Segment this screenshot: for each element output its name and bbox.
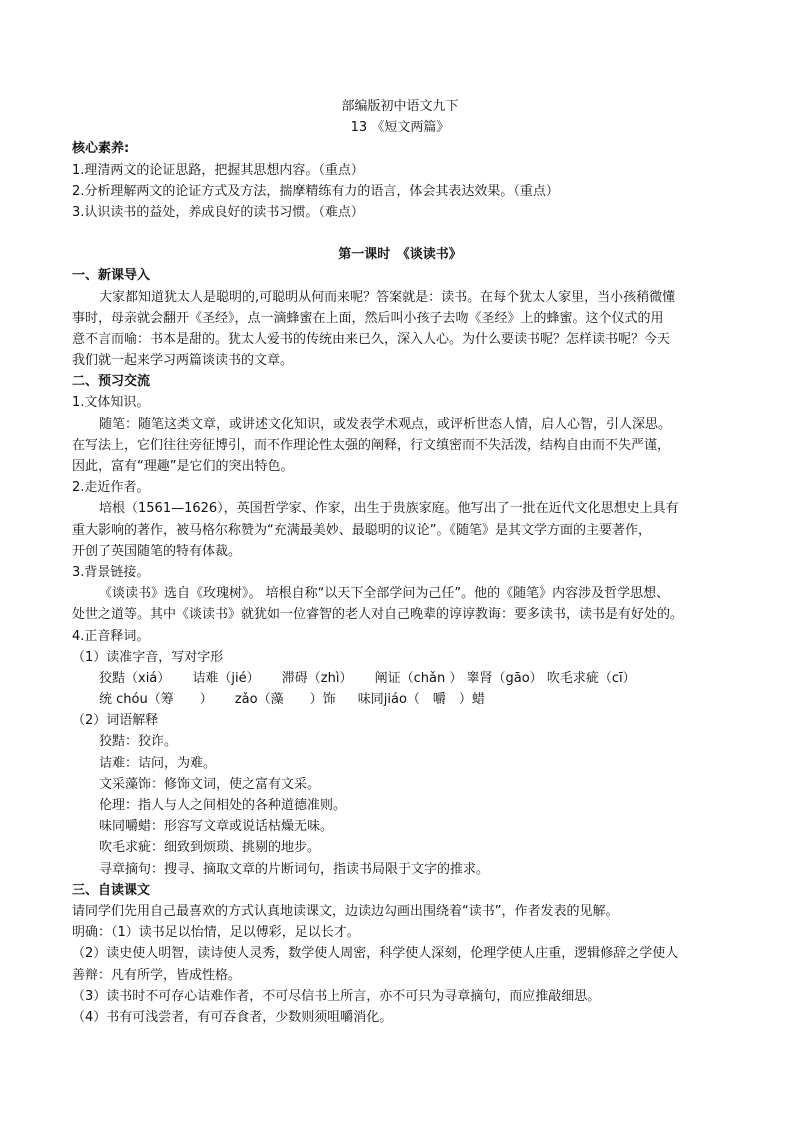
vocab-item: 文采藻饰：修饰文词，使之富有文采。 (99, 776, 321, 792)
vocab-item: 狡黠：狡诈。 (99, 734, 178, 750)
pronunciation-item: 味同jiáo（ 嚼 ）蜡 (357, 692, 485, 708)
paragraph-line: 培根（1561—1626），英国哲学家、作家，出生于贵族家庭。他写出了一批在近代文化思想史上具有 (99, 501, 679, 517)
paragraph-line: 我们就一起来学习两篇谈读书的文章。 (72, 353, 294, 369)
paragraph-line: 随笔：随笔这类文章，或讲述文化知识，或发表学术观点，或评析世态人情，启人心智，引人深思。 (99, 416, 672, 432)
paragraph-line: 因此，富有“理趣”是它们的突出特色。 (72, 459, 294, 474)
pronunciation-item: 诘难（jié） (192, 670, 260, 686)
paragraph-line: （4）书有可浅尝者，有可吞食者，少数则须咀嚼消化。 (72, 1009, 393, 1025)
pronunciation-item: 阐证（chǎn ） (374, 670, 463, 686)
paragraph-line: 在写法上，它们往往旁征博引，而不作理论性太强的阐释，行文缜密而不失活泼，结构自由而不失严谨， (72, 437, 671, 453)
lesson-title: 第一课时 《谈读书》 (338, 247, 462, 263)
paragraph-line: 开创了英国随笔的特有体裁。 (72, 543, 242, 559)
core-item: 1.理清两文的论证思路，把握其思想内容。（重点） (72, 162, 364, 178)
vocab-item: 伦理：指人与人之间相处的各种道德准则。 (99, 798, 347, 813)
document-page (72, 96, 728, 1028)
vocab-item: 味同嚼蜡：形容写文章或说话枯燥无味。 (99, 819, 334, 835)
paragraph-line: 事时，母亲就会翻开《圣经》，点一滴蜂蜜在上面，然后叫小孩子去吻《圣经》上的蜂蜜。这个仪式的用 (72, 310, 664, 326)
spacer (72, 223, 728, 244)
paragraph-line: 重大影响的著作，被马格尔称赞为“充满最美妙、最聪明的议论”。《随笔》是其文学方面的主要著作， (72, 522, 651, 538)
pronunciation-item: 睾肾（gāo） (466, 670, 543, 686)
paragraph-line: 处世之道等。其中《谈读书》就犹如一位睿智的老人对自己晚辈的谆谆教诲：要多读书，读书是有好处的。 (72, 607, 684, 623)
core-item: 2.分析理解两文的论证方式及方法，揣摩精练有力的语言，体会其表达效果。（重点） (72, 183, 559, 199)
subsection-title: 3.背景链接。 (72, 564, 150, 580)
vocab-item: 诘难：诘问，为难。 (99, 755, 217, 771)
paragraph-line: 请同学们先用自己最喜欢的方式认真地读课文，边读边勾画出围绕着“读书”，作者发表的见解。 (72, 903, 619, 919)
pronunciation-item: zǎo（藻 ）饰 (234, 692, 336, 708)
pronunciation-item: 狡黠（xiá） (99, 670, 171, 686)
doc-title: 部编版初中语文九下 (341, 99, 459, 114)
vocab-title: （2）词语解释 (72, 713, 159, 729)
paragraph-line: 《谈读书》选自《玫瑰树》。 培根自称“以天下全部学问为己任”。他的《随笔》内容涉及哲学思想、 (99, 586, 670, 602)
pronunciation-row (72, 689, 728, 710)
paragraph-line: 明确：（1）读书足以怡情，足以傅彩，足以长才。 (72, 925, 360, 941)
pronunciation-row (72, 668, 728, 689)
section-heading: 二、预习交流 (72, 374, 151, 390)
paragraph-line: （3）读书时不可存心诘难作者，不可尽信书上所言，亦不可只为寻章摘句，而应推敲细思。 (72, 988, 601, 1004)
paragraph-line: 大家都知道犹太人是聪明的,可聪明从何而来呢？答案就是：读书。在每个犹太人家里，当小孩稍微懂 (99, 289, 676, 305)
pronunciation-item: 滞碍（zhì） (281, 670, 353, 686)
subsection-title: 1.文体知识。 (72, 395, 150, 411)
doc-subtitle: 13 《短文两篇》 (350, 120, 450, 136)
pronunciation-item: 吹毛求疵（cī） (546, 670, 636, 686)
paragraph-line: （2）读史使人明智，读诗使人灵秀，数学使人周密，科学使人深刻，伦理学使人庄重，逻辑修辞之学使人 (72, 946, 679, 962)
pronunciation-item: 统 chóu（筹 ） (99, 692, 213, 708)
paragraph-line: 意不言而喻：书本是甜的。犹太人爱书的传统由来已久，深入人心。为什么要读书呢？怎样读书呢？今天 (72, 331, 671, 347)
section-heading: 三、自读课文 (72, 882, 151, 898)
vocab-item: 寻章摘句：搜寻、摘取文章的片断词句，指读书局限于文字的推求。 (99, 861, 490, 877)
vocab-item: 吹毛求疵：细致到烦琐、挑剔的地步。 (99, 840, 321, 856)
core-heading: 核心素养: (72, 141, 130, 157)
subsection-title: 2.走近作者。 (72, 480, 150, 496)
subsection-title: 4.正音释词。 (72, 628, 150, 644)
core-item: 3.认识读书的益处，养成良好的读书习惯。（难点） (72, 204, 364, 220)
pronunciation-title: （1）读准字音，写对字形 (72, 649, 224, 665)
section-heading: 一、新课导入 (72, 268, 151, 284)
paragraph-line: 善辩：凡有所学，皆成性格。 (72, 967, 242, 983)
